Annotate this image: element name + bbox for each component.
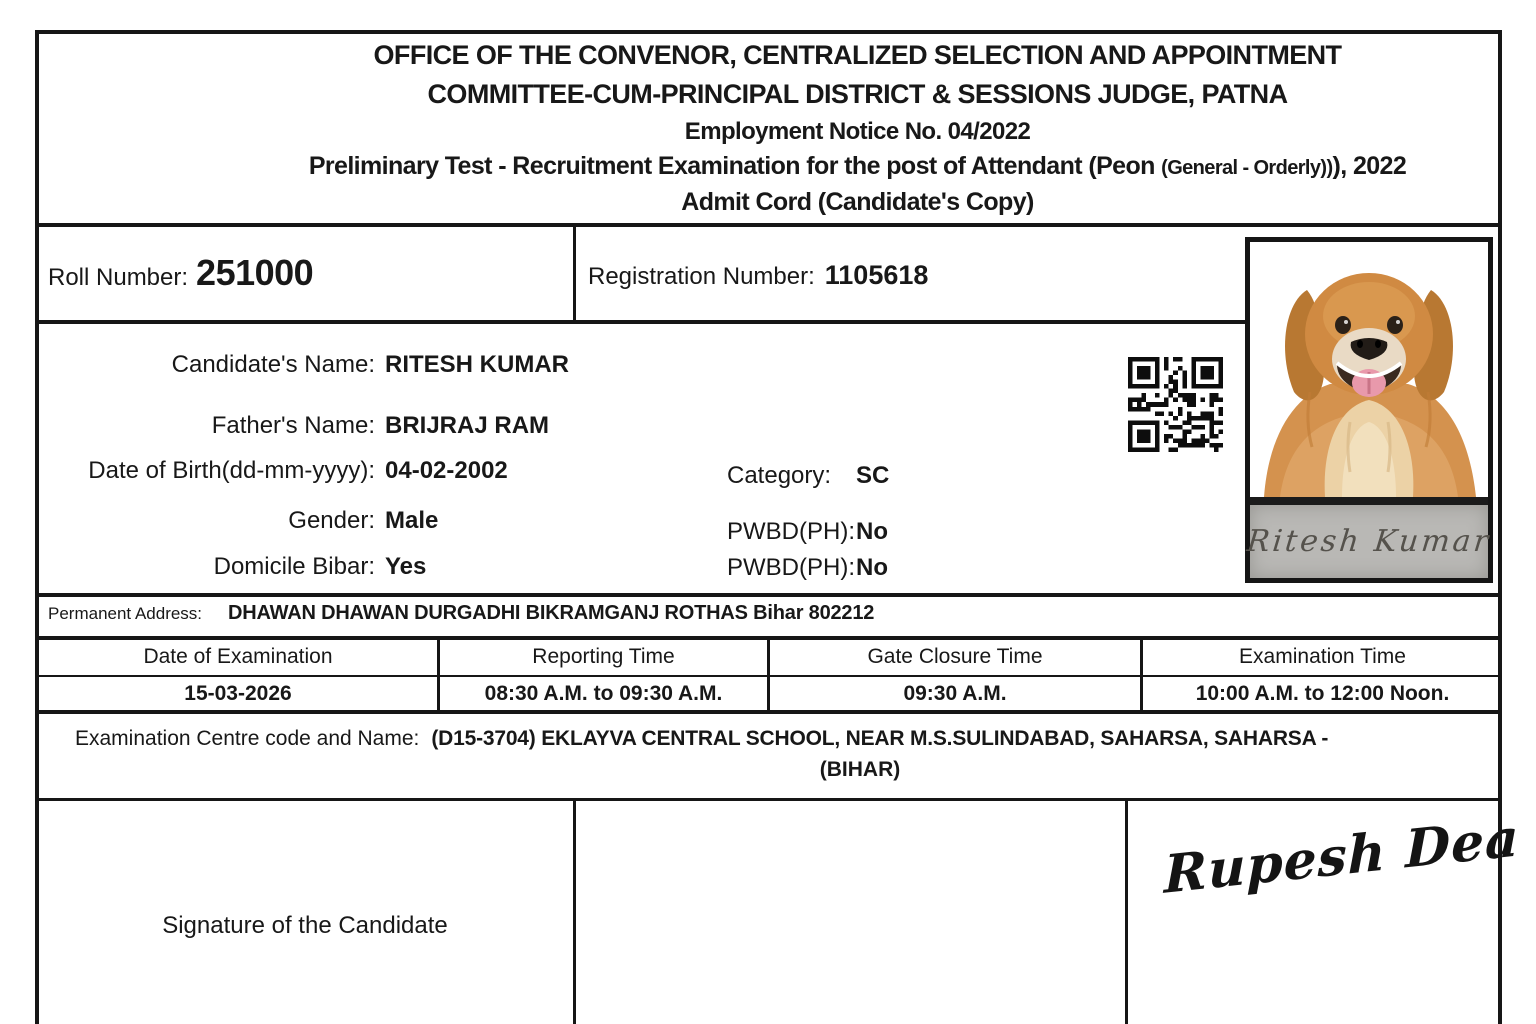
domicile-value: Yes [385, 553, 427, 580]
candidate-name-label: Candidate's Name: [171, 351, 375, 378]
pwbd-value-2: No [856, 554, 888, 581]
category-label: Category: [727, 462, 832, 489]
header-line-1: OFFICE OF THE CONVENOR, CENTRALIZED SELECTION AND APPOINTMENT [373, 40, 1342, 70]
signature-image [1163, 807, 1520, 976]
header-line-4-small: (General - Orderly)) [1161, 157, 1333, 179]
candidate-signature-label: Signature of the Candidate [162, 912, 448, 939]
table-cell-examination: 10:00 A.M. to 12:00 Noon. [1195, 682, 1450, 705]
dog-photo-illustration [1250, 242, 1488, 497]
header-line-3: Employment Notice No. 04/2022 [684, 118, 1031, 145]
signature-text: Rupesh Dea [1163, 807, 1520, 906]
header-line-4 [215, 154, 1500, 179]
roll-number-label: Roll Number: [48, 264, 189, 291]
registration-number-label: Registration Number: [588, 263, 815, 290]
header-line-4-main: Preliminary Test - Recruitment Examination for the post of Attendant (Peon [308, 152, 1162, 180]
domicile-label: Domicile Bibar: [213, 553, 375, 580]
header-line-4-tail: ), 2022 [1332, 152, 1407, 180]
pwbd-label-1: PWBD(PH): [727, 518, 855, 545]
table-header-date: Date of Examination [143, 645, 333, 668]
photo-signature-strip [1245, 505, 1493, 578]
pwbd-label-2: PWBD(PH): [727, 554, 855, 581]
father-name-value: BRIJRAJ RAM [385, 412, 550, 439]
table-header-reporting: Reporting Time [532, 645, 675, 668]
candidate-name-value: RITESH KUMAR [385, 351, 569, 378]
divider-roll-top [35, 223, 1502, 227]
permanent-address-value: DHAWAN DHAWAN DURGADHI BIKRAMGANJ ROTHAS Bihar 802212 [228, 602, 875, 624]
dob-value: 04-02-2002 [385, 457, 508, 484]
gender-value: Male [385, 507, 439, 534]
exam-centre-value-line2-wrap [35, 758, 1536, 782]
divider-footer-col-2 [1125, 798, 1128, 1024]
candidate-photo [1250, 242, 1488, 497]
table-cell-gate: 09:30 A.M. [903, 682, 1007, 705]
document-header [215, 36, 1500, 215]
table-cell-reporting: 08:30 A.M. to 09:30 A.M. [484, 682, 723, 705]
pwbd-value-1: No [856, 518, 888, 545]
permanent-address-field [48, 602, 874, 625]
table-cell-date: 15-03-2026 [184, 682, 292, 705]
roll-number-value: 251000 [196, 252, 314, 293]
father-name-label: Father's Name: [211, 412, 375, 439]
photo-strip-divider [1250, 497, 1488, 505]
divider-address-top [35, 593, 1502, 597]
permanent-address-label: Permanent Address: [48, 604, 203, 623]
header-line-5: Admit Cord (Candidate's Copy) [681, 188, 1034, 216]
divider-centre-bottom [35, 798, 1502, 801]
qr-code [1128, 357, 1223, 452]
header-line-2: COMMITTEE-CUM-PRINCIPAL DISTRICT & SESSIONS JUDGE, PATNA [427, 79, 1288, 109]
category-value: SC [856, 462, 890, 489]
photo-signature-text: Ritesh Kumar [1245, 524, 1493, 559]
exam-centre-value-line1: (D15-3704) EKLAYVA CENTRAL SCHOOL, NEAR M.S.SULINDABAD, SAHARSA, SAHARSA - [431, 727, 1329, 750]
divider-roll-bottom [35, 320, 1245, 324]
divider-roll-registration [573, 223, 576, 322]
candidate-photo-box [1245, 237, 1493, 583]
roll-number-field [48, 252, 313, 294]
exam-centre-label: Examination Centre code and Name: [75, 727, 420, 750]
registration-number-field [588, 260, 928, 291]
gender-label: Gender: [288, 507, 375, 534]
divider-footer-col-1 [573, 798, 576, 1024]
dob-label: Date of Birth(dd-mm-yyyy): [88, 457, 375, 484]
exam-centre-field [75, 727, 1328, 751]
table-header-gate: Gate Closure Time [867, 645, 1043, 668]
registration-number-value: 1105618 [824, 260, 929, 290]
exam-centre-value-line2: (BIHAR) [819, 758, 901, 781]
table-header-examination: Examination Time [1239, 645, 1406, 668]
